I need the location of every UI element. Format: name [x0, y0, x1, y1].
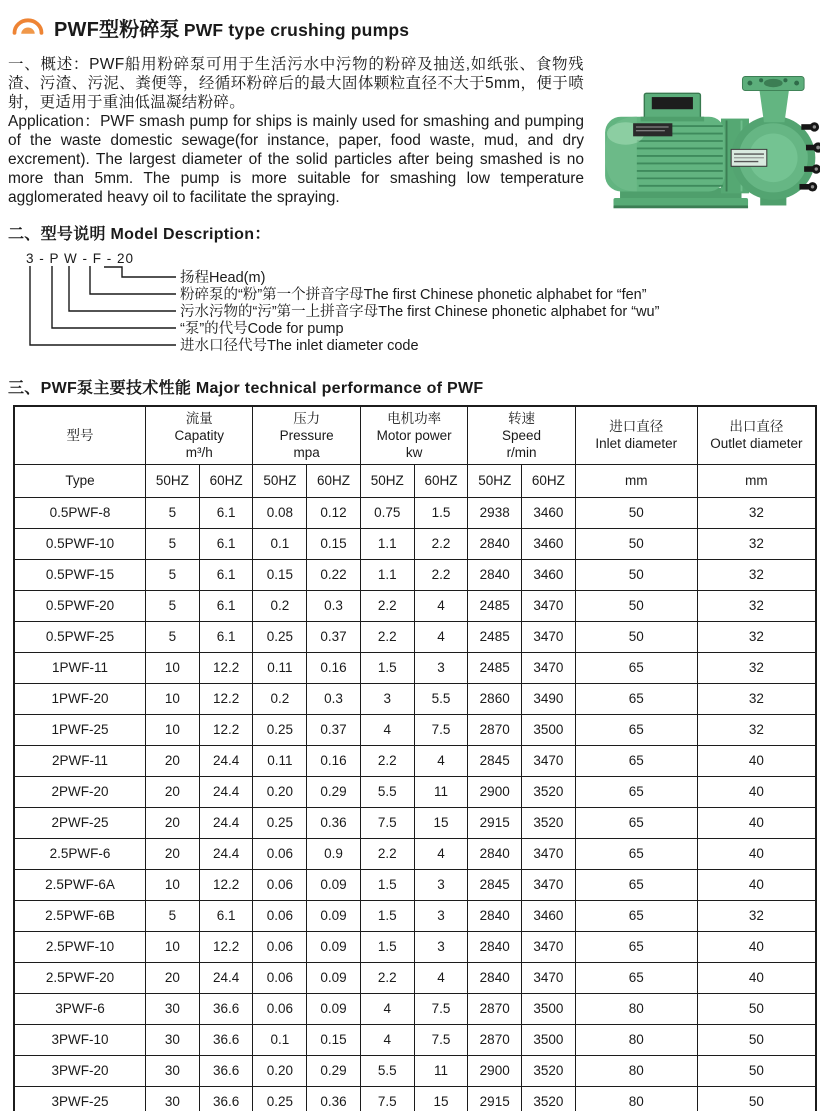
table-row — [14, 559, 816, 590]
spec-value-cell: 0.22 — [307, 559, 361, 590]
table-row — [14, 652, 816, 683]
spec-value-cell: 0.29 — [307, 776, 361, 807]
spec-value-cell: 0.3 — [307, 590, 361, 621]
col-header-motor-power-zh: 电机功率 — [387, 410, 442, 426]
spec-value-cell: 12.2 — [199, 683, 253, 714]
spec-value-cell: 2840 — [468, 962, 522, 993]
spec-value-cell: 30 — [146, 1086, 200, 1111]
col-header-capacity-unit: m³/h — [185, 444, 213, 460]
spec-value-cell: 3500 — [522, 714, 576, 745]
spec-value-cell: 65 — [575, 869, 697, 900]
spec-value-cell: 0.9 — [307, 838, 361, 869]
spec-value-cell: 10 — [146, 714, 200, 745]
spec-value-cell: 0.09 — [307, 993, 361, 1024]
col-header-capacity-zh: 流量 — [185, 410, 213, 426]
table-row — [14, 962, 816, 993]
spec-value-cell: 32 — [697, 714, 816, 745]
overview-section — [8, 55, 820, 207]
spec-value-cell: 3500 — [522, 1024, 576, 1055]
spec-value-cell: 50 — [575, 559, 697, 590]
model-name-cell: 3PWF-10 — [14, 1024, 146, 1055]
brand-sunrise-arc-icon — [10, 14, 46, 40]
spec-value-cell: 0.25 — [253, 621, 307, 652]
spec-value-cell: 0.11 — [253, 652, 307, 683]
spec-value-cell: 2870 — [468, 993, 522, 1024]
col-header-type-zh: 型号 — [66, 427, 94, 443]
spec-value-cell: 6.1 — [199, 621, 253, 652]
spec-value-cell: 5.5 — [360, 1055, 414, 1086]
col-header-capacity — [146, 406, 253, 464]
spec-value-cell: 50 — [697, 1024, 816, 1055]
spec-value-cell: 12.2 — [199, 714, 253, 745]
spec-value-cell: 50 — [697, 1055, 816, 1086]
spec-value-cell: 80 — [575, 1086, 697, 1111]
spec-value-cell: 0.25 — [253, 714, 307, 745]
table-row — [14, 528, 816, 559]
table-row — [14, 714, 816, 745]
model-code-line-pump: “泵”的代号Code for pump — [180, 321, 344, 337]
spec-value-cell: 0.06 — [253, 900, 307, 931]
model-code: 3 - P W - F - 20 — [26, 251, 135, 266]
col-header-motor-power — [360, 406, 467, 464]
spec-value-cell: 0.12 — [307, 497, 361, 528]
model-code-line-head: 扬程Head(m) — [180, 270, 266, 286]
spec-value-cell: 2840 — [468, 931, 522, 962]
spec-value-cell: 0.36 — [307, 807, 361, 838]
spec-value-cell: 3 — [414, 652, 468, 683]
spec-value-cell: 3470 — [522, 621, 576, 652]
col-header-motor-power-unit: kw — [405, 444, 423, 460]
spec-value-cell: 32 — [697, 683, 816, 714]
spec-value-cell: 6.1 — [199, 900, 253, 931]
model-name-cell: 2.5PWF-6 — [14, 838, 146, 869]
spec-value-cell: 36.6 — [199, 1086, 253, 1111]
spec-value-cell: 4 — [414, 838, 468, 869]
spec-value-cell: 0.09 — [307, 931, 361, 962]
spec-value-cell: 2915 — [468, 807, 522, 838]
model-description-heading: 二、型号说明 Model Description： — [8, 226, 271, 243]
spec-value-cell: 10 — [146, 931, 200, 962]
spec-value-cell: 2.2 — [360, 621, 414, 652]
spec-value-cell: 3470 — [522, 590, 576, 621]
model-code-line-wu: 污水污物的“污”第一上拼音字母The first Chinese phonetic alphabet for “wu” — [180, 304, 660, 320]
spec-value-cell: 40 — [697, 776, 816, 807]
subheader-unit-cell: mm — [575, 464, 697, 497]
col-header-pressure-zh: 压力 — [293, 410, 321, 426]
spec-value-cell: 0.06 — [253, 931, 307, 962]
spec-value-cell: 65 — [575, 807, 697, 838]
spec-value-cell: 4 — [360, 714, 414, 745]
spec-value-cell: 3 — [414, 900, 468, 931]
table-row — [14, 900, 816, 931]
table-row — [14, 590, 816, 621]
spec-value-cell: 11 — [414, 776, 468, 807]
col-header-motor-power-en: Motor power — [376, 427, 452, 443]
spec-value-cell: 0.09 — [307, 900, 361, 931]
spec-value-cell: 2870 — [468, 714, 522, 745]
spec-value-cell: 2485 — [468, 590, 522, 621]
spec-value-cell: 12.2 — [199, 652, 253, 683]
spec-value-cell: 65 — [575, 931, 697, 962]
model-name-cell: 2.5PWF-10 — [14, 931, 146, 962]
table-row — [14, 1024, 816, 1055]
model-name-cell: 3PWF-20 — [14, 1055, 146, 1086]
spec-value-cell: 2.2 — [414, 559, 468, 590]
spec-value-cell: 3460 — [522, 528, 576, 559]
spec-value-cell: 2870 — [468, 1024, 522, 1055]
spec-value-cell: 0.3 — [307, 683, 361, 714]
spec-value-cell: 3 — [360, 683, 414, 714]
subheader-unit-cell: mm — [697, 464, 816, 497]
spec-value-cell: 15 — [414, 1086, 468, 1111]
spec-value-cell: 6.1 — [199, 497, 253, 528]
col-header-pressure-unit: mpa — [293, 444, 320, 460]
spec-value-cell: 4 — [414, 962, 468, 993]
spec-value-cell: 5 — [146, 621, 200, 652]
spec-value-cell: 5.5 — [414, 683, 468, 714]
model-code-line-fen: 粉碎泵的“粉”第一个拼音字母The first Chinese phonetic alphabet for “fen” — [180, 287, 647, 303]
spec-value-cell: 5.5 — [360, 776, 414, 807]
spec-value-cell: 1.1 — [360, 528, 414, 559]
spec-value-cell: 1.5 — [414, 497, 468, 528]
spec-value-cell: 80 — [575, 1024, 697, 1055]
spec-value-cell: 30 — [146, 1055, 200, 1086]
col-header-speed — [468, 406, 575, 464]
spec-value-cell: 2840 — [468, 838, 522, 869]
spec-value-cell: 3520 — [522, 1086, 576, 1111]
spec-value-cell: 0.06 — [253, 869, 307, 900]
model-name-cell: 2PWF-25 — [14, 807, 146, 838]
model-name-cell: 1PWF-11 — [14, 652, 146, 683]
spec-value-cell: 0.29 — [307, 1055, 361, 1086]
spec-value-cell: 40 — [697, 962, 816, 993]
spec-value-cell: 0.2 — [253, 683, 307, 714]
subheader-frequency-cell: 50HZ — [360, 464, 414, 497]
spec-value-cell: 10 — [146, 652, 200, 683]
spec-value-cell: 0.15 — [307, 1024, 361, 1055]
spec-value-cell: 2.2 — [360, 838, 414, 869]
spec-value-cell: 2840 — [468, 528, 522, 559]
spec-value-cell: 3520 — [522, 776, 576, 807]
spec-value-cell: 65 — [575, 714, 697, 745]
spec-value-cell: 2.2 — [360, 962, 414, 993]
model-name-cell: 1PWF-20 — [14, 683, 146, 714]
spec-value-cell: 24.4 — [199, 838, 253, 869]
spec-value-cell: 3490 — [522, 683, 576, 714]
spec-value-cell: 0.37 — [307, 714, 361, 745]
spec-value-cell: 0.1 — [253, 528, 307, 559]
spec-value-cell: 20 — [146, 962, 200, 993]
spec-value-cell: 0.36 — [307, 1086, 361, 1111]
spec-value-cell: 10 — [146, 869, 200, 900]
spec-value-cell: 32 — [697, 621, 816, 652]
col-header-inlet-zh: 进口直径 — [609, 419, 664, 435]
col-header-outlet-diameter — [697, 406, 816, 464]
spec-value-cell: 24.4 — [199, 962, 253, 993]
spec-value-cell: 3470 — [522, 962, 576, 993]
spec-value-cell: 32 — [697, 652, 816, 683]
spec-value-cell: 5 — [146, 900, 200, 931]
spec-value-cell: 0.09 — [307, 869, 361, 900]
spec-value-cell: 0.25 — [253, 1086, 307, 1111]
spec-value-cell: 20 — [146, 745, 200, 776]
spec-value-cell: 80 — [575, 993, 697, 1024]
spec-value-cell: 36.6 — [199, 1055, 253, 1086]
spec-value-cell: 7.5 — [414, 714, 468, 745]
overview-paragraph-zh: 一、概述：PWF船用粉碎泵可用于生活污水中污物的粉碎及抽送,如纸张、食物残渣、污渣、污泥、粪便等，经循环粉碎后的最大固体颗粒直径不大于5mm，便于喷射，更适用于重油低温凝结粉碎。 — [8, 56, 584, 111]
table-header-row — [14, 406, 816, 464]
page-title-en: PWF type crushing pumps — [183, 19, 410, 40]
spec-value-cell: 80 — [575, 1055, 697, 1086]
spec-value-cell: 20 — [146, 776, 200, 807]
spec-value-cell: 3520 — [522, 807, 576, 838]
spec-value-cell: 50 — [575, 497, 697, 528]
table-row — [14, 745, 816, 776]
spec-value-cell: 65 — [575, 962, 697, 993]
performance-heading: 三、PWF泵主要技术性能 Major technical performance of PWF — [8, 380, 484, 397]
subheader-frequency-cell: 60HZ — [522, 464, 576, 497]
model-code-diagram — [8, 251, 820, 363]
model-name-cell: 0.5PWF-10 — [14, 528, 146, 559]
spec-value-cell: 6.1 — [199, 528, 253, 559]
spec-value-cell: 2845 — [468, 745, 522, 776]
spec-value-cell: 12.2 — [199, 869, 253, 900]
spec-value-cell: 3470 — [522, 838, 576, 869]
table-row — [14, 993, 816, 1024]
col-header-outlet-zh: 出口直径 — [729, 419, 784, 435]
spec-value-cell: 40 — [697, 807, 816, 838]
spec-value-cell: 2485 — [468, 621, 522, 652]
spec-value-cell: 36.6 — [199, 1024, 253, 1055]
spec-value-cell: 0.20 — [253, 776, 307, 807]
table-row — [14, 497, 816, 528]
col-header-speed-zh: 转速 — [508, 410, 536, 426]
spec-value-cell: 3460 — [522, 497, 576, 528]
spec-value-cell: 3 — [414, 931, 468, 962]
subheader-frequency-cell: 60HZ — [307, 464, 361, 497]
spec-value-cell: 65 — [575, 745, 697, 776]
spec-value-cell: 40 — [697, 838, 816, 869]
spec-value-cell: 0.06 — [253, 838, 307, 869]
spec-value-cell: 30 — [146, 993, 200, 1024]
spec-value-cell: 0.1 — [253, 1024, 307, 1055]
spec-value-cell: 11 — [414, 1055, 468, 1086]
performance-table — [13, 405, 817, 1111]
spec-value-cell: 2860 — [468, 683, 522, 714]
spec-value-cell: 6.1 — [199, 559, 253, 590]
spec-value-cell: 50 — [575, 590, 697, 621]
spec-value-cell: 5 — [146, 559, 200, 590]
spec-value-cell: 7.5 — [360, 1086, 414, 1111]
spec-value-cell: 1.5 — [360, 869, 414, 900]
spec-value-cell: 5 — [146, 497, 200, 528]
table-row — [14, 683, 816, 714]
col-header-pressure — [253, 406, 360, 464]
spec-value-cell: 15 — [414, 807, 468, 838]
spec-value-cell: 3500 — [522, 993, 576, 1024]
spec-value-cell: 65 — [575, 838, 697, 869]
spec-value-cell: 2900 — [468, 776, 522, 807]
spec-value-cell: 4 — [360, 1024, 414, 1055]
spec-value-cell: 3 — [414, 869, 468, 900]
model-name-cell: 2PWF-11 — [14, 745, 146, 776]
table-row — [14, 931, 816, 962]
spec-value-cell: 2840 — [468, 559, 522, 590]
spec-value-cell: 65 — [575, 652, 697, 683]
spec-value-cell: 1.5 — [360, 652, 414, 683]
spec-value-cell: 24.4 — [199, 807, 253, 838]
spec-value-cell: 4 — [414, 621, 468, 652]
subheader-frequency-cell: 60HZ — [199, 464, 253, 497]
spec-value-cell: 1.5 — [360, 931, 414, 962]
spec-value-cell: 3470 — [522, 869, 576, 900]
col-header-speed-en: Speed — [502, 427, 542, 443]
spec-value-cell: 32 — [697, 900, 816, 931]
performance-table-body — [14, 497, 816, 1111]
spec-value-cell: 65 — [575, 900, 697, 931]
spec-value-cell: 30 — [146, 1024, 200, 1055]
table-row — [14, 621, 816, 652]
spec-value-cell: 3460 — [522, 559, 576, 590]
table-row — [14, 1086, 816, 1111]
spec-value-cell: 50 — [697, 1086, 816, 1111]
table-row — [14, 807, 816, 838]
spec-value-cell: 0.75 — [360, 497, 414, 528]
table-subheader-row — [14, 464, 816, 497]
green-crushing-pump-photo — [592, 65, 820, 217]
model-name-cell: 3PWF-6 — [14, 993, 146, 1024]
spec-value-cell: 0.16 — [307, 745, 361, 776]
spec-value-cell: 65 — [575, 683, 697, 714]
spec-value-cell: 24.4 — [199, 745, 253, 776]
spec-value-cell: 1.5 — [360, 900, 414, 931]
table-row — [14, 869, 816, 900]
spec-value-cell: 0.15 — [253, 559, 307, 590]
spec-value-cell: 3470 — [522, 931, 576, 962]
spec-value-cell: 2485 — [468, 652, 522, 683]
spec-value-cell: 2845 — [468, 869, 522, 900]
subheader-frequency-cell: 60HZ — [414, 464, 468, 497]
spec-value-cell: 2840 — [468, 900, 522, 931]
model-name-cell: 0.5PWF-20 — [14, 590, 146, 621]
model-name-cell: 2.5PWF-6B — [14, 900, 146, 931]
spec-value-cell: 0.15 — [307, 528, 361, 559]
spec-value-cell: 32 — [697, 528, 816, 559]
page-header — [8, 12, 820, 42]
subheader-frequency-cell: 50HZ — [253, 464, 307, 497]
spec-value-cell: 0.16 — [307, 652, 361, 683]
subheader-frequency-cell: 50HZ — [146, 464, 200, 497]
page-title-zh: PWF型粉碎泵 — [54, 18, 180, 41]
spec-value-cell: 3460 — [522, 900, 576, 931]
spec-value-cell: 0.08 — [253, 497, 307, 528]
table-row — [14, 776, 816, 807]
model-name-cell: 0.5PWF-15 — [14, 559, 146, 590]
model-code-line-inlet: 进水口径代号The inlet diameter code — [180, 338, 419, 354]
model-name-cell: 0.5PWF-25 — [14, 621, 146, 652]
spec-value-cell: 24.4 — [199, 776, 253, 807]
col-header-type — [14, 406, 146, 464]
col-header-capacity-en: Capatity — [174, 427, 225, 443]
spec-value-cell: 50 — [697, 993, 816, 1024]
subheader-type-cell: Type — [14, 464, 146, 497]
spec-value-cell: 3470 — [522, 652, 576, 683]
spec-value-cell: 7.5 — [360, 807, 414, 838]
col-header-inlet-diameter — [575, 406, 697, 464]
spec-value-cell: 3520 — [522, 1055, 576, 1086]
spec-value-cell: 7.5 — [414, 993, 468, 1024]
spec-value-cell: 4 — [414, 590, 468, 621]
page-title — [54, 13, 409, 42]
model-name-cell: 2.5PWF-6A — [14, 869, 146, 900]
spec-value-cell: 50 — [575, 528, 697, 559]
col-header-outlet-en: Outlet diameter — [710, 436, 803, 452]
spec-value-cell: 5 — [146, 528, 200, 559]
spec-value-cell: 32 — [697, 497, 816, 528]
model-name-cell: 2PWF-20 — [14, 776, 146, 807]
spec-value-cell: 1.1 — [360, 559, 414, 590]
model-name-cell: 3PWF-25 — [14, 1086, 146, 1111]
table-row — [14, 838, 816, 869]
spec-value-cell: 50 — [575, 621, 697, 652]
spec-value-cell: 2915 — [468, 1086, 522, 1111]
col-header-inlet-en: Inlet diameter — [595, 436, 678, 452]
spec-value-cell: 36.6 — [199, 993, 253, 1024]
spec-value-cell: 4 — [360, 993, 414, 1024]
spec-value-cell: 32 — [697, 590, 816, 621]
spec-value-cell: 0.06 — [253, 993, 307, 1024]
col-header-speed-unit: r/min — [506, 444, 537, 460]
spec-value-cell: 7.5 — [414, 1024, 468, 1055]
spec-value-cell: 4 — [414, 745, 468, 776]
spec-value-cell: 20 — [146, 807, 200, 838]
model-name-cell: 1PWF-25 — [14, 714, 146, 745]
spec-value-cell: 6.1 — [199, 590, 253, 621]
spec-value-cell: 32 — [697, 559, 816, 590]
spec-value-cell: 2.2 — [360, 590, 414, 621]
spec-value-cell: 40 — [697, 869, 816, 900]
spec-value-cell: 2900 — [468, 1055, 522, 1086]
spec-value-cell: 40 — [697, 745, 816, 776]
spec-value-cell: 2.2 — [360, 745, 414, 776]
spec-value-cell: 10 — [146, 683, 200, 714]
spec-value-cell: 0.25 — [253, 807, 307, 838]
spec-value-cell: 0.37 — [307, 621, 361, 652]
spec-value-cell: 20 — [146, 838, 200, 869]
spec-value-cell: 2.2 — [414, 528, 468, 559]
spec-value-cell: 0.11 — [253, 745, 307, 776]
col-header-pressure-en: Pressure — [279, 427, 334, 443]
overview-paragraph-en: Application：PWF smash pump for ships is mainly used for smashing and pumping of the waste domestic sewage(for instance, paper, food waste, mud, and dry excrement). The largest diameter of the solid particles after being smashed is no more than 5mm. The pump is more suitable for smashing low temperature agglomerated heavy oil to facilitate the spraying. — [8, 113, 584, 206]
spec-value-cell: 65 — [575, 776, 697, 807]
spec-value-cell: 0.09 — [307, 962, 361, 993]
subheader-frequency-cell: 50HZ — [468, 464, 522, 497]
spec-value-cell: 3470 — [522, 745, 576, 776]
spec-value-cell: 0.20 — [253, 1055, 307, 1086]
spec-value-cell: 5 — [146, 590, 200, 621]
spec-value-cell: 0.06 — [253, 962, 307, 993]
model-name-cell: 2.5PWF-20 — [14, 962, 146, 993]
table-row — [14, 1055, 816, 1086]
spec-value-cell: 12.2 — [199, 931, 253, 962]
spec-value-cell: 0.2 — [253, 590, 307, 621]
spec-value-cell: 40 — [697, 931, 816, 962]
spec-value-cell: 2938 — [468, 497, 522, 528]
model-name-cell: 0.5PWF-8 — [14, 497, 146, 528]
